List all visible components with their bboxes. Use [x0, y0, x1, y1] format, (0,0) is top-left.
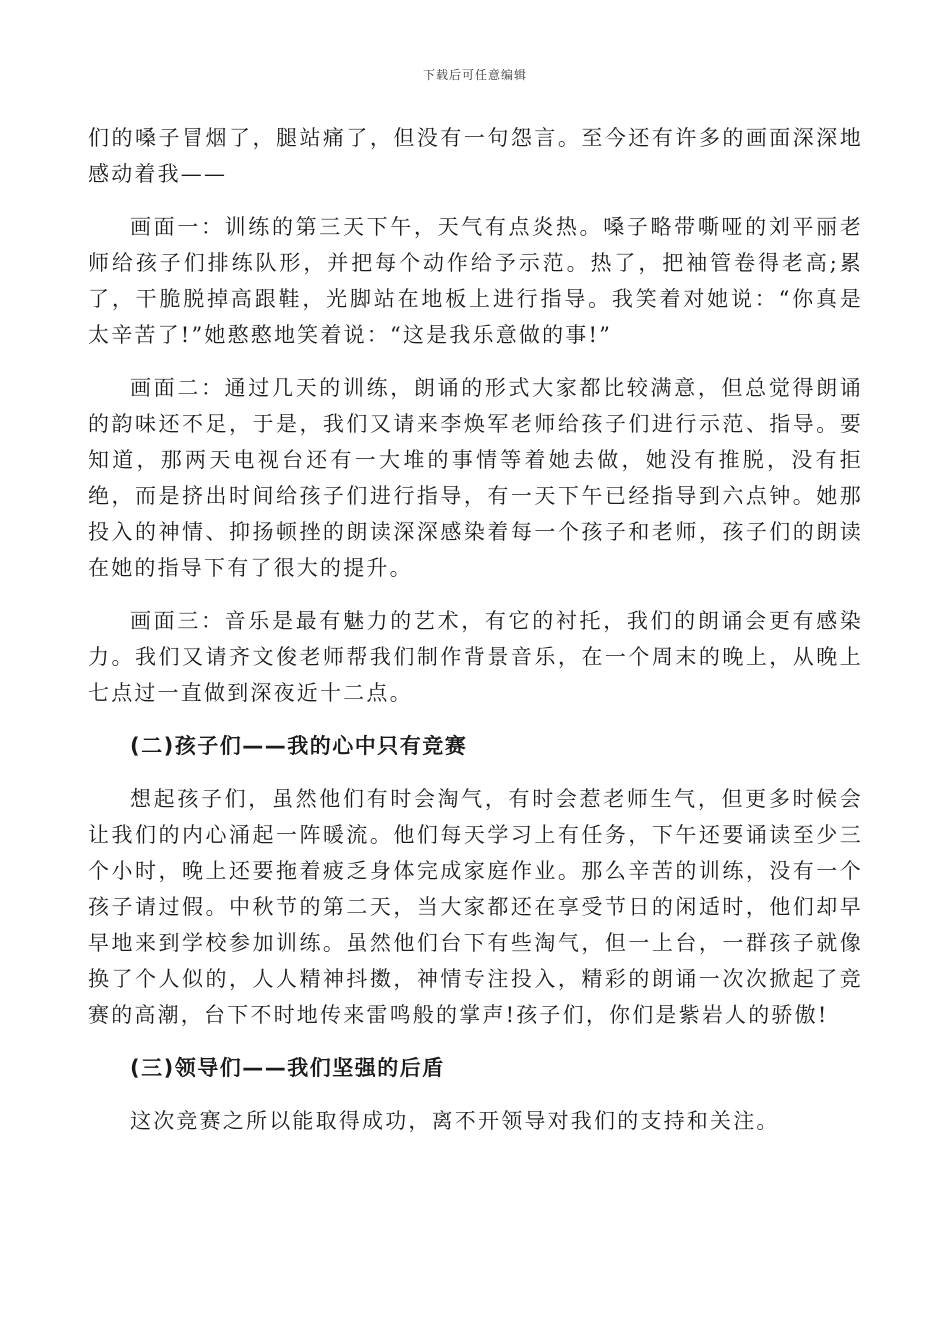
paragraph-continuation: 们的嗓子冒烟了，腿站痛了，但没有一句怨言。至今还有许多的画面深深地感动着我—— — [88, 126, 863, 186]
document-body — [88, 120, 863, 1156]
page-header: 下载后可任意编辑 — [422, 68, 527, 82]
paragraph-scene-three: 画面三：音乐是最有魅力的艺术，有它的衬托，我们的朗诵会更有感染力。我们又请齐文俊老师帮我们制作背景音乐，在一个周末的晚上，从晚上七点过一直做到深夜近十二点。 — [88, 609, 863, 705]
paragraph-scene-two: 画面二：通过几天的训练，朗诵的形式大家都比较满意，但总觉得朗诵的韵味还不足，于是，我们又请来李焕军老师给孩子们进行示范、指导。要知道，那两天电视台还有一大堆的事情等着她去做，她没有推脱，没有拒绝，而是挤出时间给孩子们进行指导，有一天下午已经指导到六点钟。她那投入的神情、抑扬顿挫的朗读深深感染着每一个孩子和老师，孩子们的朗读在她的指导下有了很大的提升。 — [88, 376, 863, 580]
paragraph-leaders: 这次竞赛之所以能取得成功，离不开领导对我们的支持和关注。 — [130, 1109, 780, 1133]
section-heading-leaders: (三)领导们——我们坚强的后盾 — [130, 1056, 445, 1080]
paragraph-scene-one: 画面一：训练的第三天下午，天气有点炎热。嗓子略带嘶哑的刘平丽老师给孩子们排练队形，并把每个动作给予示范。热了，把袖管卷得老高;累了，干脆脱掉高跟鞋，光脚站在地板上进行指导。我笑着对她说：“你真是太辛苦了!”她憨憨地笑着说：“这是我乐意做的事!” — [88, 215, 863, 347]
section-heading-children: (二)孩子们——我的心中只有竞赛 — [130, 734, 468, 758]
paragraph-children: 想起孩子们，虽然他们有时会淘气，有时会惹老师生气，但更多时候会让我们的内心涌起一阵暖流。他们每天学习上有任务，下午还要诵读至少三个小时，晚上还要拖着疲乏身体完成家庭作业。那么辛苦的训练，没有一个孩子请过假。中秋节的第二天，当大家都还在享受节日的闲适时，他们却早早地来到学校参加训练。虽然他们台下有些淘气，但一上台，一群孩子就像换了个人似的，人人精神抖擞，神情专注投入，精彩的朗诵一次次掀起了竞赛的高潮，台下不时地传来雷鸣般的掌声!孩子们，你们是紫岩人的骄傲! — [88, 787, 863, 1027]
